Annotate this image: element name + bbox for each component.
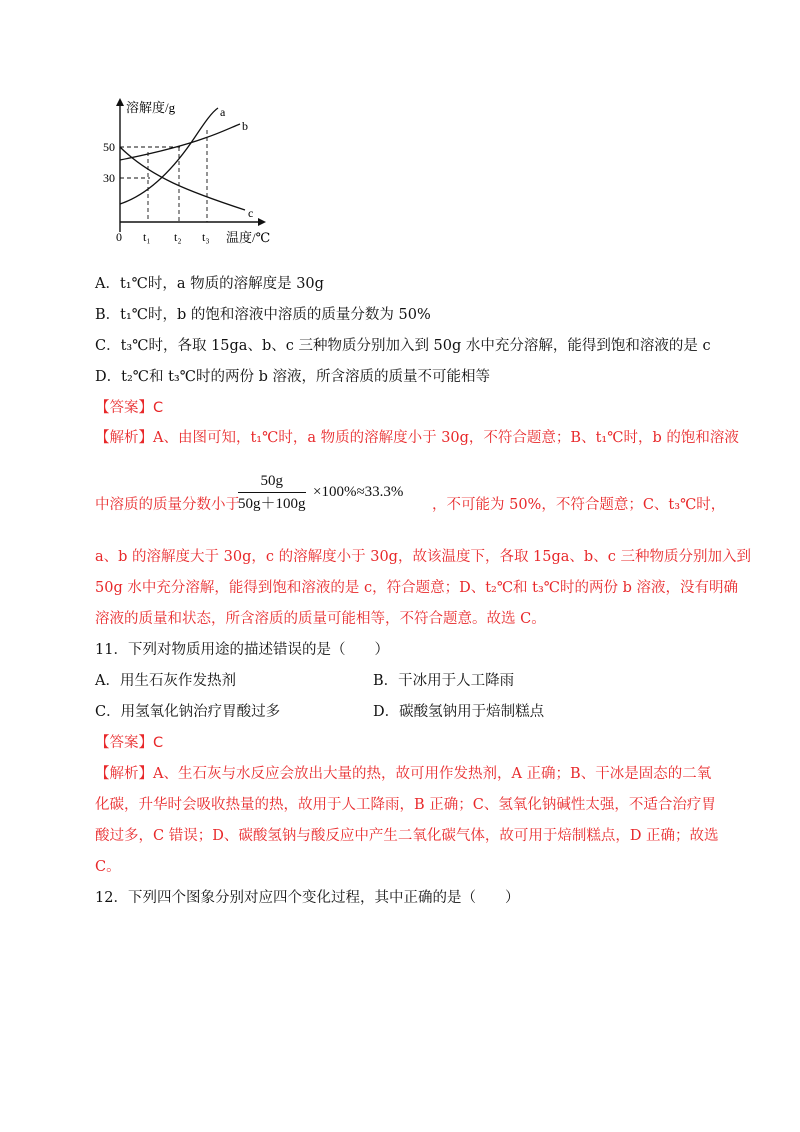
curve-label-b: b bbox=[242, 119, 248, 133]
q10-option-a: A．t₁℃时，a 物质的溶解度是 30g bbox=[95, 276, 324, 292]
q10-explanation-line2a: 中溶质的质量分数小于 bbox=[95, 497, 240, 513]
q11-option-d: D．碳酸氢钠用于焙制糕点 bbox=[373, 704, 545, 720]
q10-answer: 【答案】C bbox=[95, 400, 164, 416]
q11-explanation-line2: 化碳，升华时会吸收热量的热，故用于人工降雨，B 正确；C、氢氧化钠碱性太强，不适合治疗胃 bbox=[95, 797, 716, 813]
q11-answer: 【答案】C bbox=[95, 735, 164, 751]
y-tick-30: 30 bbox=[103, 171, 115, 185]
curve-a bbox=[120, 108, 218, 204]
q10-option-c: C．t₃℃时，各取 15ga、b、c 三种物质分别加入到 50g 水中充分溶解，能得到饱和溶液的是 c bbox=[95, 338, 711, 354]
q11-explanation-line3: 酸过多，C 错误；D、碳酸氢钠与酸反应中产生二氧化碳气体，故可用于焙制糕点，D 正确；故选 bbox=[95, 828, 719, 844]
curve-label-a: a bbox=[220, 105, 226, 119]
q11-option-b: B．干冰用于人工降雨 bbox=[373, 673, 515, 689]
x-axis-label: 温度/℃ bbox=[226, 230, 271, 245]
x-axis-arrow bbox=[258, 218, 266, 226]
fraction-denominator: 50g＋100g bbox=[238, 496, 306, 512]
q10-option-b: B．t₁℃时，b 的饱和溶液中溶质的质量分数为 50% bbox=[95, 307, 431, 323]
q10-explanation-line2b: ，不可能为 50%，不符合题意；C、t₃℃时， bbox=[432, 497, 726, 513]
q10-option-d: D．t₂℃和 t₃℃时的两份 b 溶液，所含溶质的质量不可能相等 bbox=[95, 369, 490, 385]
curve-b bbox=[120, 124, 240, 160]
x-tick-0: 0 bbox=[116, 230, 122, 244]
y-axis-label: 溶解度/g bbox=[126, 100, 176, 115]
q11-option-c: C．用氢氧化钠治疗胃酸过多 bbox=[95, 704, 281, 720]
curve-label-c: c bbox=[248, 206, 254, 220]
fraction bbox=[238, 470, 306, 515]
y-tick-50: 50 bbox=[103, 140, 115, 154]
q11-option-a: A．用生石灰作发热剂 bbox=[95, 673, 236, 689]
q11-stem: 11．下列对物质用途的描述错误的是（ ） bbox=[95, 642, 389, 658]
x-tick-t3: t₃ bbox=[202, 230, 210, 244]
y-axis-arrow bbox=[116, 98, 124, 106]
q11-explanation-line4: C。 bbox=[95, 859, 121, 875]
q10-explanation-line1: 【解析】A、由图可知，t₁℃时，a 物质的溶解度小于 30g，不符合题意；B、t₁℃时，b 的饱和溶液 bbox=[95, 430, 739, 446]
fraction-tail: ×100%≈33.3% bbox=[313, 484, 404, 500]
x-tick-t2: t₂ bbox=[174, 230, 182, 244]
q10-explanation-line4: 50g 水中充分溶解，能得到饱和溶液的是 c，符合题意；D、t₂℃和 t₃℃时的两份 b 溶液，没有明确 bbox=[95, 580, 739, 596]
q10-explanation-line5: 溶液的质量和状态，所含溶质的质量可能相等，不符合题意。故选 C。 bbox=[95, 611, 546, 627]
fraction-numerator: 50g bbox=[238, 470, 306, 493]
q10-explanation-line3: a、b 的溶解度大于 30g，c 的溶解度小于 30g，故该温度下，各取 15ga、b、c 三种物质分别加入到 bbox=[95, 549, 751, 565]
solubility-graph bbox=[100, 92, 290, 252]
q11-explanation-line1: 【解析】A、生石灰与水反应会放出大量的热，故可用作发热剂，A 正确；B、干冰是固态的二氧 bbox=[95, 766, 712, 782]
x-tick-t1: t₁ bbox=[143, 230, 151, 244]
q12-stem: 12．下列四个图象分别对应四个变化过程，其中正确的是（ ） bbox=[95, 890, 520, 906]
